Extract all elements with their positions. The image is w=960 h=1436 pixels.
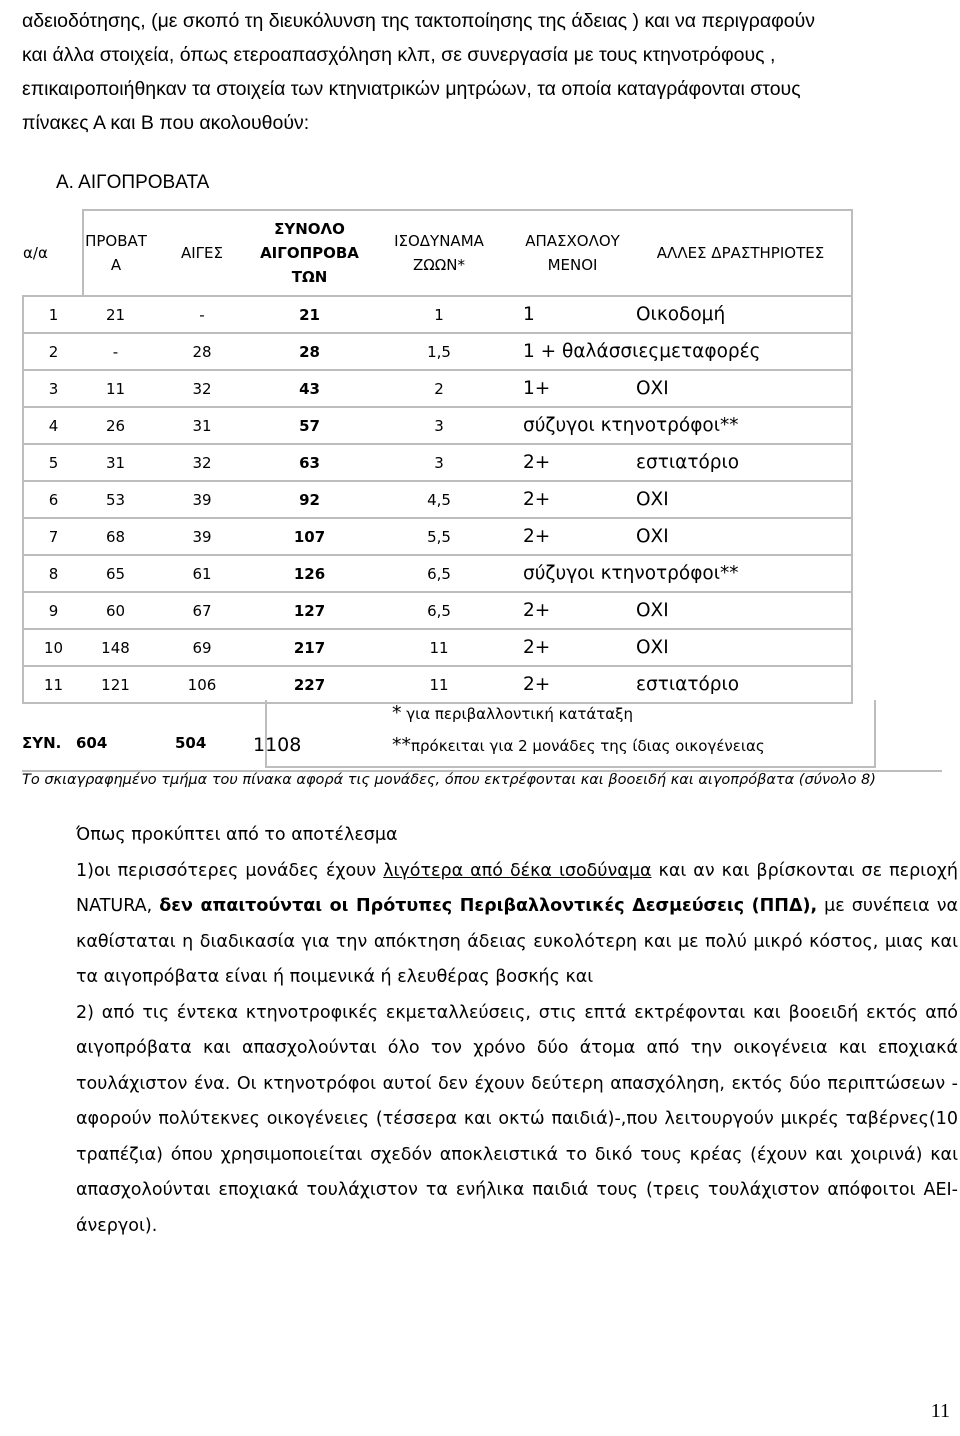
cell-other: ΟΧΙ xyxy=(630,592,852,629)
header-aa: α/α xyxy=(23,243,48,262)
cell-goats: 31 xyxy=(148,407,256,444)
sum-row xyxy=(22,700,862,768)
header-other: ΑΛΛΕΣ ΔΡΑΣΤΗΡΙΟΤΕΣ xyxy=(630,210,852,296)
cell-equivalent: 1 xyxy=(363,296,515,333)
intro-line: και άλλα στοιχεία, όπως ετεροαπασχόληση κλπ, σε συνεργασία με τους κτηνοτρόφους , xyxy=(22,44,776,66)
cell-goats: 67 xyxy=(148,592,256,629)
cell-aa: 3 xyxy=(23,370,83,407)
cell-aa: 5 xyxy=(23,444,83,481)
cell-employed: 2+ xyxy=(515,518,630,555)
cell-employed: 1 xyxy=(515,296,630,333)
table-row xyxy=(23,555,852,592)
cell-equivalent: 3 xyxy=(363,444,515,481)
cell-other: ΟΧΙ xyxy=(630,370,852,407)
sum-total: 1108 xyxy=(253,734,302,756)
cell-employed: σύζυγοι κτηνοτρόφοι** xyxy=(515,555,852,592)
cell-other: ΟΧΙ xyxy=(630,518,852,555)
intro-line: αδειοδότησης, (με σκοπό τη διευκόλυνση της τακτοποίησης της άδειας ) και να περιγραφούν xyxy=(22,10,816,32)
header-employed: ΑΠΑΣΧΟΛΟΥ ΜΕΝΟΙ xyxy=(515,210,630,296)
cell-employed: 1+ xyxy=(515,370,630,407)
cell-total: 227 xyxy=(256,666,363,703)
cell-total: 43 xyxy=(256,370,363,407)
table-row xyxy=(23,629,852,666)
cell-total: 126 xyxy=(256,555,363,592)
cell-equivalent: 11 xyxy=(363,629,515,666)
intro-line: πίνακες Α και Β που ακολουθούν: xyxy=(22,112,310,134)
intro-line: επικαιροποιήθηκαν τα στοιχεία των κτηνιατρικών μητρώων, τα οποία καταγράφονται στους xyxy=(22,78,801,100)
cell-other: Οικοδομή xyxy=(630,296,852,333)
sum-goats: 504 xyxy=(175,734,207,752)
table-row xyxy=(23,407,852,444)
cell-sheep: 31 xyxy=(83,444,148,481)
header-goats: ΑΙΓΕΣ xyxy=(148,210,256,296)
cell-sheep: 68 xyxy=(83,518,148,555)
table-row xyxy=(23,444,852,481)
intro-paragraph xyxy=(22,4,942,140)
cell-equivalent: 6,5 xyxy=(363,555,515,592)
goats-table xyxy=(22,209,853,704)
table-row xyxy=(23,592,852,629)
body-paragraph-3: 2) από τις έντεκα κτηνοτροφικές εκμεταλλεύσεις, στις επτά εκτρέφονται και βοοειδή εκτός από αιγοπρόβατα και απασχολούνται όλο τον χρόνο δύο άτομα από την οικογένεια και εποχιακά τουλάχιστον ένα. Οι κτηνοτρόφοι αυτοί δεν έχουν δεύτερη απασχόληση, εκτός δύο περιπτώσεων - αφορούν πολύτεκνες οικογένειες (τέσσερα και οκτώ παιδιά)-,που λειτουργούν μικρές ταβέρνες(10 τραπέζια) όπου χρησιμοποιείται σχεδόν αποκλειστικά το δικό τους κρέας (έχουν και χοιρινά) και απασχολούνται εποχιακά τουλάχιστον τα ενήλικα παιδιά τους (τρεις τουλάχιστον απόφοιτοι ΑΕΙ-άνεργοι). xyxy=(76,1002,958,1236)
cell-goats: 106 xyxy=(148,666,256,703)
sum-label: ΣΥΝ. xyxy=(22,734,62,752)
cell-equivalent: 1,5 xyxy=(363,333,515,370)
bold-phrase: δεν απαιτούνται οι Πρότυπες Περιβαλλοντικές Δεσμεύσεις (ΠΠΔ), xyxy=(159,896,818,916)
cell-goats: 32 xyxy=(148,444,256,481)
table-row xyxy=(23,296,852,333)
header-sheep: ΠΡΟΒΑΤ Α xyxy=(83,210,148,296)
cell-total: 57 xyxy=(256,407,363,444)
body-paragraph-1: Όπως προκύπτει από το αποτέλεσμα xyxy=(76,825,398,845)
cell-sheep: - xyxy=(83,333,148,370)
cell-goats: 61 xyxy=(148,555,256,592)
cell-sheep: 26 xyxy=(83,407,148,444)
cell-total: 63 xyxy=(256,444,363,481)
cell-aa: 6 xyxy=(23,481,83,518)
cell-aa: 1 xyxy=(23,296,83,333)
cell-total: 127 xyxy=(256,592,363,629)
cell-sheep: 21 xyxy=(83,296,148,333)
page-number: 11 xyxy=(930,1400,950,1422)
header-total: ΣΥΝΟΛΟ ΑΙΓΟΠΡΟΒΑ ΤΩΝ xyxy=(256,210,363,296)
cell-aa: 10 xyxy=(23,629,83,666)
cell-employed: 2+ xyxy=(515,444,630,481)
table-row xyxy=(23,481,852,518)
table-row xyxy=(23,666,852,703)
table-row xyxy=(23,370,852,407)
cell-sheep: 121 xyxy=(83,666,148,703)
cell-aa: 7 xyxy=(23,518,83,555)
footnote-1: * για περιβαλλοντική κατάταξη xyxy=(392,702,634,724)
cell-sheep: 65 xyxy=(83,555,148,592)
underlined-phrase: λιγότερα από δέκα ισοδύναμα xyxy=(383,860,652,881)
cell-aa: 9 xyxy=(23,592,83,629)
cell-goats: 32 xyxy=(148,370,256,407)
table-row xyxy=(23,333,852,370)
cell-equivalent: 6,5 xyxy=(363,592,515,629)
cell-equivalent: 3 xyxy=(363,407,515,444)
cell-total: 21 xyxy=(256,296,363,333)
cell-employed: 2+ xyxy=(515,666,630,703)
cell-aa: 4 xyxy=(23,407,83,444)
cell-goats: - xyxy=(148,296,256,333)
footnote-2: **πρόκειται για 2 μονάδες της ίδιας οικογένειας xyxy=(392,734,765,756)
table-header-row xyxy=(23,210,852,296)
cell-aa: 8 xyxy=(23,555,83,592)
cell-equivalent: 4,5 xyxy=(363,481,515,518)
cell-other: εστιατόριο xyxy=(630,444,852,481)
cell-sheep: 148 xyxy=(83,629,148,666)
cell-total: 92 xyxy=(256,481,363,518)
cell-aa: 2 xyxy=(23,333,83,370)
cell-other: εστιατόριο xyxy=(630,666,852,703)
cell-goats: 39 xyxy=(148,481,256,518)
cell-goats: 69 xyxy=(148,629,256,666)
cell-employed: σύζυγοι κτηνοτρόφοι** xyxy=(515,407,852,444)
cell-total: 28 xyxy=(256,333,363,370)
cell-total: 217 xyxy=(256,629,363,666)
cell-sheep: 60 xyxy=(83,592,148,629)
cell-goats: 28 xyxy=(148,333,256,370)
cell-goats: 39 xyxy=(148,518,256,555)
cell-employed: 1 + θαλάσσιεςμεταφορές xyxy=(515,333,852,370)
cell-sheep: 11 xyxy=(83,370,148,407)
cell-sheep: 53 xyxy=(83,481,148,518)
cell-total: 107 xyxy=(256,518,363,555)
cell-other: ΟΧΙ xyxy=(630,481,852,518)
cell-equivalent: 5,5 xyxy=(363,518,515,555)
body-text xyxy=(22,818,958,1244)
section-title: Α. ΑΙΓΟΠΡΟΒΑΤΑ xyxy=(56,172,210,193)
table-caption: Το σκιαγραφημένο τμήμα του πίνακα αφορά τις μονάδες, όπου εκτρέφονται και βοοειδή και αιγοπρόβατα (σύνολο 8) xyxy=(22,770,942,788)
cell-employed: 2+ xyxy=(515,592,630,629)
cell-other: ΟΧΙ xyxy=(630,629,852,666)
cell-aa: 11 xyxy=(23,666,83,703)
body-paragraph-2: 1)οι περισσότερες μονάδες έχουν λιγότερα από δέκα ισοδύναμα και αν και βρίσκονται σε περιοχή NATURA, δεν απαιτούνται οι Πρότυπες Περιβαλλοντικές Δεσμεύσεις (ΠΠΔ), με συνέπεια να καθίσταται η διαδικασία για την απόκτηση άδειας ευκολότερη και με πολύ μικρό κόστος, μιας και τα αιγοπρόβατα είναι ή ποιμενικά ή ελευθέρας βοσκής και xyxy=(76,860,959,987)
cell-equivalent: 2 xyxy=(363,370,515,407)
sum-sheep: 604 xyxy=(76,734,108,752)
table-row xyxy=(23,518,852,555)
cell-equivalent: 11 xyxy=(363,666,515,703)
cell-employed: 2+ xyxy=(515,481,630,518)
header-equivalent: ΙΣΟΔΥΝΑΜΑ ΖΩΩΝ* xyxy=(363,210,515,296)
cell-employed: 2+ xyxy=(515,629,630,666)
